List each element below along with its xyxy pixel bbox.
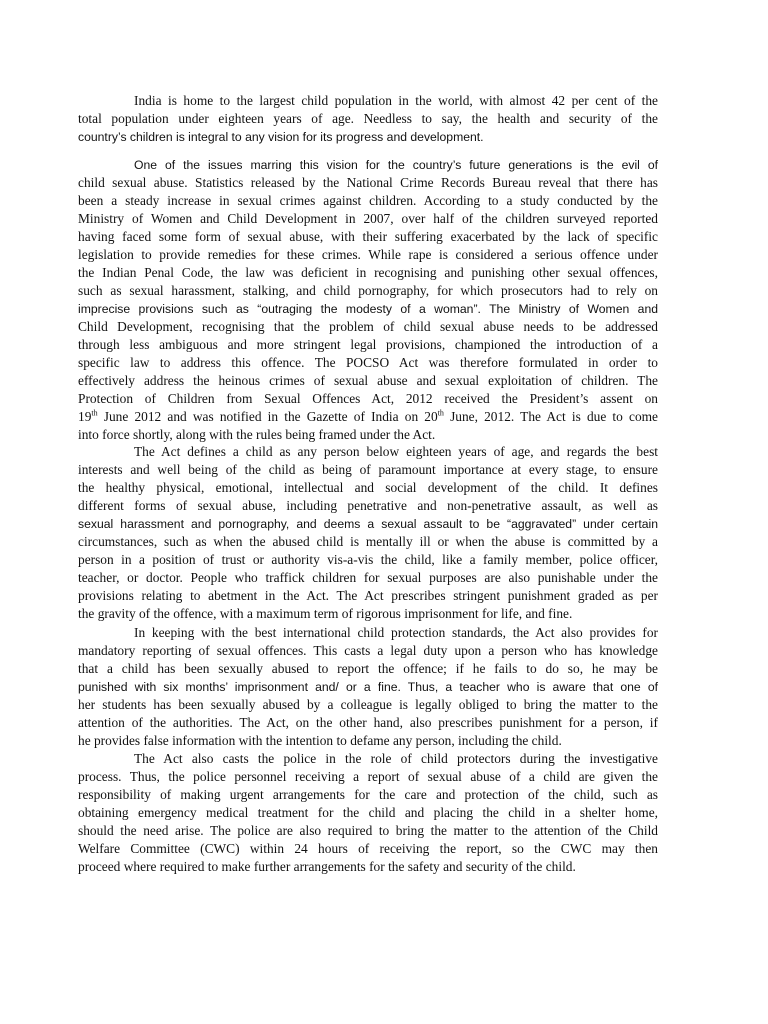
text-line: through less ambiguous and more stringent legal provisions, championed the introduction of a (78, 337, 658, 352)
text-line: teacher, or doctor. People who traffick children for sexual purposes are also punishable under the (78, 570, 658, 585)
date-day-2: 20 (424, 409, 438, 424)
text-line: Protection of Children from Sexual Offences Act, 2012 received the President’s assent on (78, 391, 658, 406)
text-line: sexual harassment and pornography, and deems a sexual assault to be “aggravated” under certain (78, 517, 658, 531)
text-line: interests and well being of the child as being of paramount importance at every stage, to ensure (78, 462, 658, 477)
date-day-1: 19 (78, 409, 92, 424)
text-line: India is home to the largest child population in the world, with almost 42 per cent of the (134, 93, 658, 108)
text-line: into force shortly, along with the rules being framed under the Act. (78, 427, 436, 442)
text-line: the gravity of the offence, with a maximum term of rigorous imprisonment for life, and fine. (78, 606, 573, 621)
text-line: Ministry of Women and Child Development in 2007, over half of the children surveyed reported (78, 211, 658, 226)
text-line: imprecise provisions such as “outraging the modesty of a woman”. The Ministry of Women and (78, 302, 658, 316)
paragraph-5 (78, 750, 658, 876)
text-line: been a steady increase in sexual crimes against children. According to a study conducted by the (78, 193, 658, 208)
text-line: Child Development, recognising that the problem of child sexual abuse needs to be addressed (78, 319, 658, 334)
text-line: person in a position of trust or authority vis-a-vis the child, like a family member, police officer, (78, 552, 658, 567)
ordinal-suffix: th (91, 408, 98, 418)
text-line: legislation to provide remedies for these crimes. While rape is considered a serious offence under (78, 247, 658, 262)
paragraph-2 (78, 156, 658, 444)
text-line: In keeping with the best international child protection standards, the Act also provides for (134, 625, 658, 640)
text-line: One of the issues marring this vision for the country’s future generations is the evil of (134, 158, 658, 172)
text-line: different forms of sexual abuse, including penetrative and non-penetrative assault, as well as (78, 498, 658, 513)
text-line: effectively address the heinous crimes of sexual abuse and sexual exploitation of children. The (78, 373, 658, 388)
text-line: mandatory reporting of sexual offences. This casts a legal duty upon a person who has knowledge (78, 643, 658, 658)
text-line: The Act also casts the police in the role of child protectors during the investigative (134, 751, 658, 766)
text-line: punished with six months’ imprisonment and/ or a fine. Thus, a teacher who is aware that one of (78, 680, 658, 694)
text-line: obtaining emergency medical treatment for the child and placing the child in a shelter home, (78, 805, 658, 820)
text-line-dates (78, 408, 658, 426)
text-line: attention of the authorities. The Act, on the other hand, also prescribes punishment for a person, if (78, 715, 658, 730)
text-line: responsibility of making urgent arrangements for the care and protection of the child, such as (78, 787, 658, 802)
text-line: such as sexual harassment, stalking, and child pornography, for which prosecutors had to rely on (78, 283, 658, 298)
text-line: he provides false information with the intention to defame any person, including the child. (78, 733, 562, 748)
text-line: should the need arise. The police are also required to bring the matter to the attention of the Child (78, 823, 658, 838)
text-line: the healthy physical, emotional, intellectual and social development of the child. It defines (78, 480, 658, 495)
text-line: the Indian Penal Code, the law was deficient in recognising and punishing other sexual offences, (78, 265, 658, 280)
text-line: having faced some form of sexual abuse, with their suffering exacerbated by the lack of specific (78, 229, 658, 244)
text-line: total population under eighteen years of age. Needless to say, the health and security of the (78, 111, 658, 126)
date-line-end: June, 2012. The Act is due to come (443, 409, 658, 424)
date-line-middle: June 2012 and was notified in the Gazette of India on (97, 409, 425, 424)
paragraph-3 (78, 443, 658, 623)
text-line: provisions relating to abetment in the Act. The Act prescribes stringent punishment graded as per (78, 588, 658, 603)
paragraph-4 (78, 624, 658, 750)
ordinal-suffix: th (437, 408, 444, 418)
text-line: Welfare Committee (CWC) within 24 hours of receiving the report, so the CWC may then (78, 841, 658, 856)
text-line: specific law to address this offence. The POCSO Act was therefore formulated in order to (78, 355, 658, 370)
text-line: proceed where required to make further arrangements for the safety and security of the child. (78, 859, 576, 874)
text-line: that a child has been sexually abused to report the offence; if he fails to do so, he may be (78, 661, 658, 676)
text-line: her students has been sexually abused by a colleague is legally obliged to bring the matter to the (78, 697, 658, 712)
text-line: process. Thus, the police personnel receiving a report of sexual abuse of a child are given the (78, 769, 658, 784)
paragraph-1 (78, 92, 658, 146)
text-line: child sexual abuse. Statistics released by the National Crime Records Bureau reveal that there has (78, 175, 658, 190)
text-line: The Act defines a child as any person below eighteen years of age, and regards the best (134, 444, 658, 459)
text-line: country’s children is integral to any vision for its progress and development. (78, 130, 484, 144)
text-line: circumstances, such as when the abused child is mentally ill or when the abuse is committed by a (78, 534, 658, 549)
